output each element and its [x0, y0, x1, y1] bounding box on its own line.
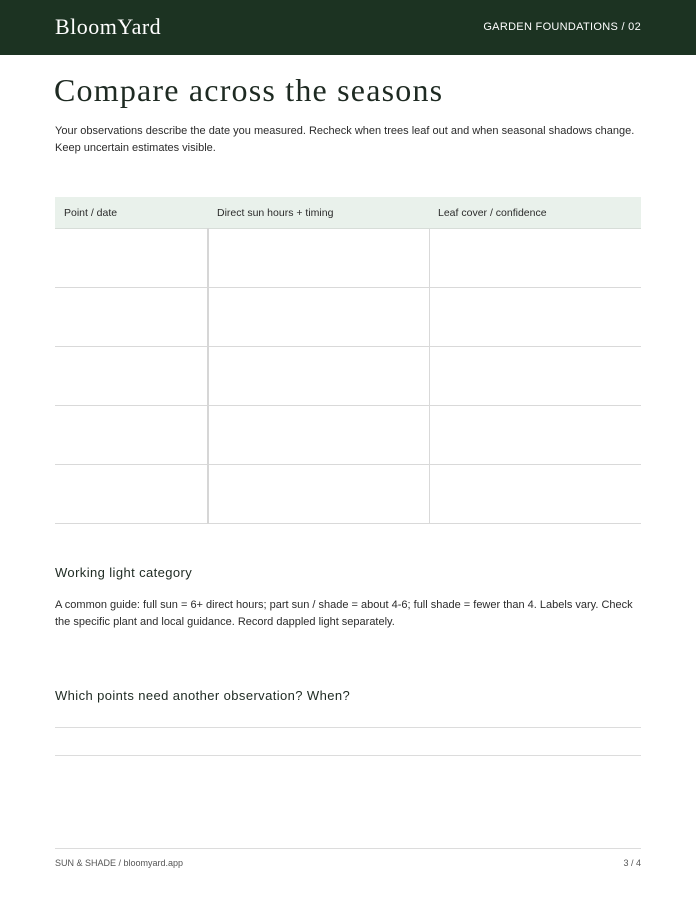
answer-line[interactable] [55, 755, 641, 756]
cell-sun-hours[interactable] [208, 288, 429, 347]
brand-logo: BloomYard [55, 14, 162, 39]
cell-sun-hours[interactable] [208, 347, 429, 406]
column-header-sun-hours: Direct sun hours + timing [208, 197, 429, 229]
cell-point-date[interactable] [55, 347, 208, 406]
cell-leaf-cover[interactable] [429, 229, 641, 288]
intro-text: Your observations describe the date you measured. Recheck when trees leaf out and when seasonal shadows change. Keep uncertain estimates visible. [55, 125, 635, 154]
table-row [55, 229, 641, 288]
cell-leaf-cover[interactable] [429, 406, 641, 465]
table-row [55, 347, 641, 406]
page-title: Compare across the seasons [54, 72, 444, 108]
light-category-heading: Working light category [55, 565, 193, 580]
cell-leaf-cover[interactable] [429, 465, 641, 524]
header-bar [0, 0, 696, 55]
cell-sun-hours[interactable] [208, 406, 429, 465]
column-header-point-date: Point / date [55, 197, 208, 229]
cell-sun-hours[interactable] [208, 229, 429, 288]
cell-point-date[interactable] [55, 406, 208, 465]
table-header-row [55, 197, 641, 229]
table-row [55, 406, 641, 465]
light-category-guide: A common guide: full sun = 6+ direct hours; part sun / shade = about 4-6; full shade = fewer than 4. Labels vary. Check the specific plant and local guidance. Record dappled light separately. [55, 599, 633, 628]
table-row [55, 288, 641, 347]
cell-point-date[interactable] [55, 465, 208, 524]
footer-divider [55, 848, 641, 849]
answer-line[interactable] [55, 727, 641, 728]
footer-label: SUN & SHADE / bloomyard.app [55, 858, 184, 868]
cell-leaf-cover[interactable] [429, 347, 641, 406]
cell-point-date[interactable] [55, 288, 208, 347]
cell-point-date[interactable] [55, 229, 208, 288]
table-row [55, 465, 641, 524]
followup-question: Which points need another observation? When? [55, 688, 351, 703]
cell-leaf-cover[interactable] [429, 288, 641, 347]
observation-table [55, 197, 641, 524]
breadcrumb: GARDEN FOUNDATIONS / 02 [483, 21, 641, 33]
column-header-leaf-cover: Leaf cover / confidence [429, 197, 641, 229]
page-number: 3 / 4 [623, 858, 641, 868]
cell-sun-hours[interactable] [208, 465, 429, 524]
